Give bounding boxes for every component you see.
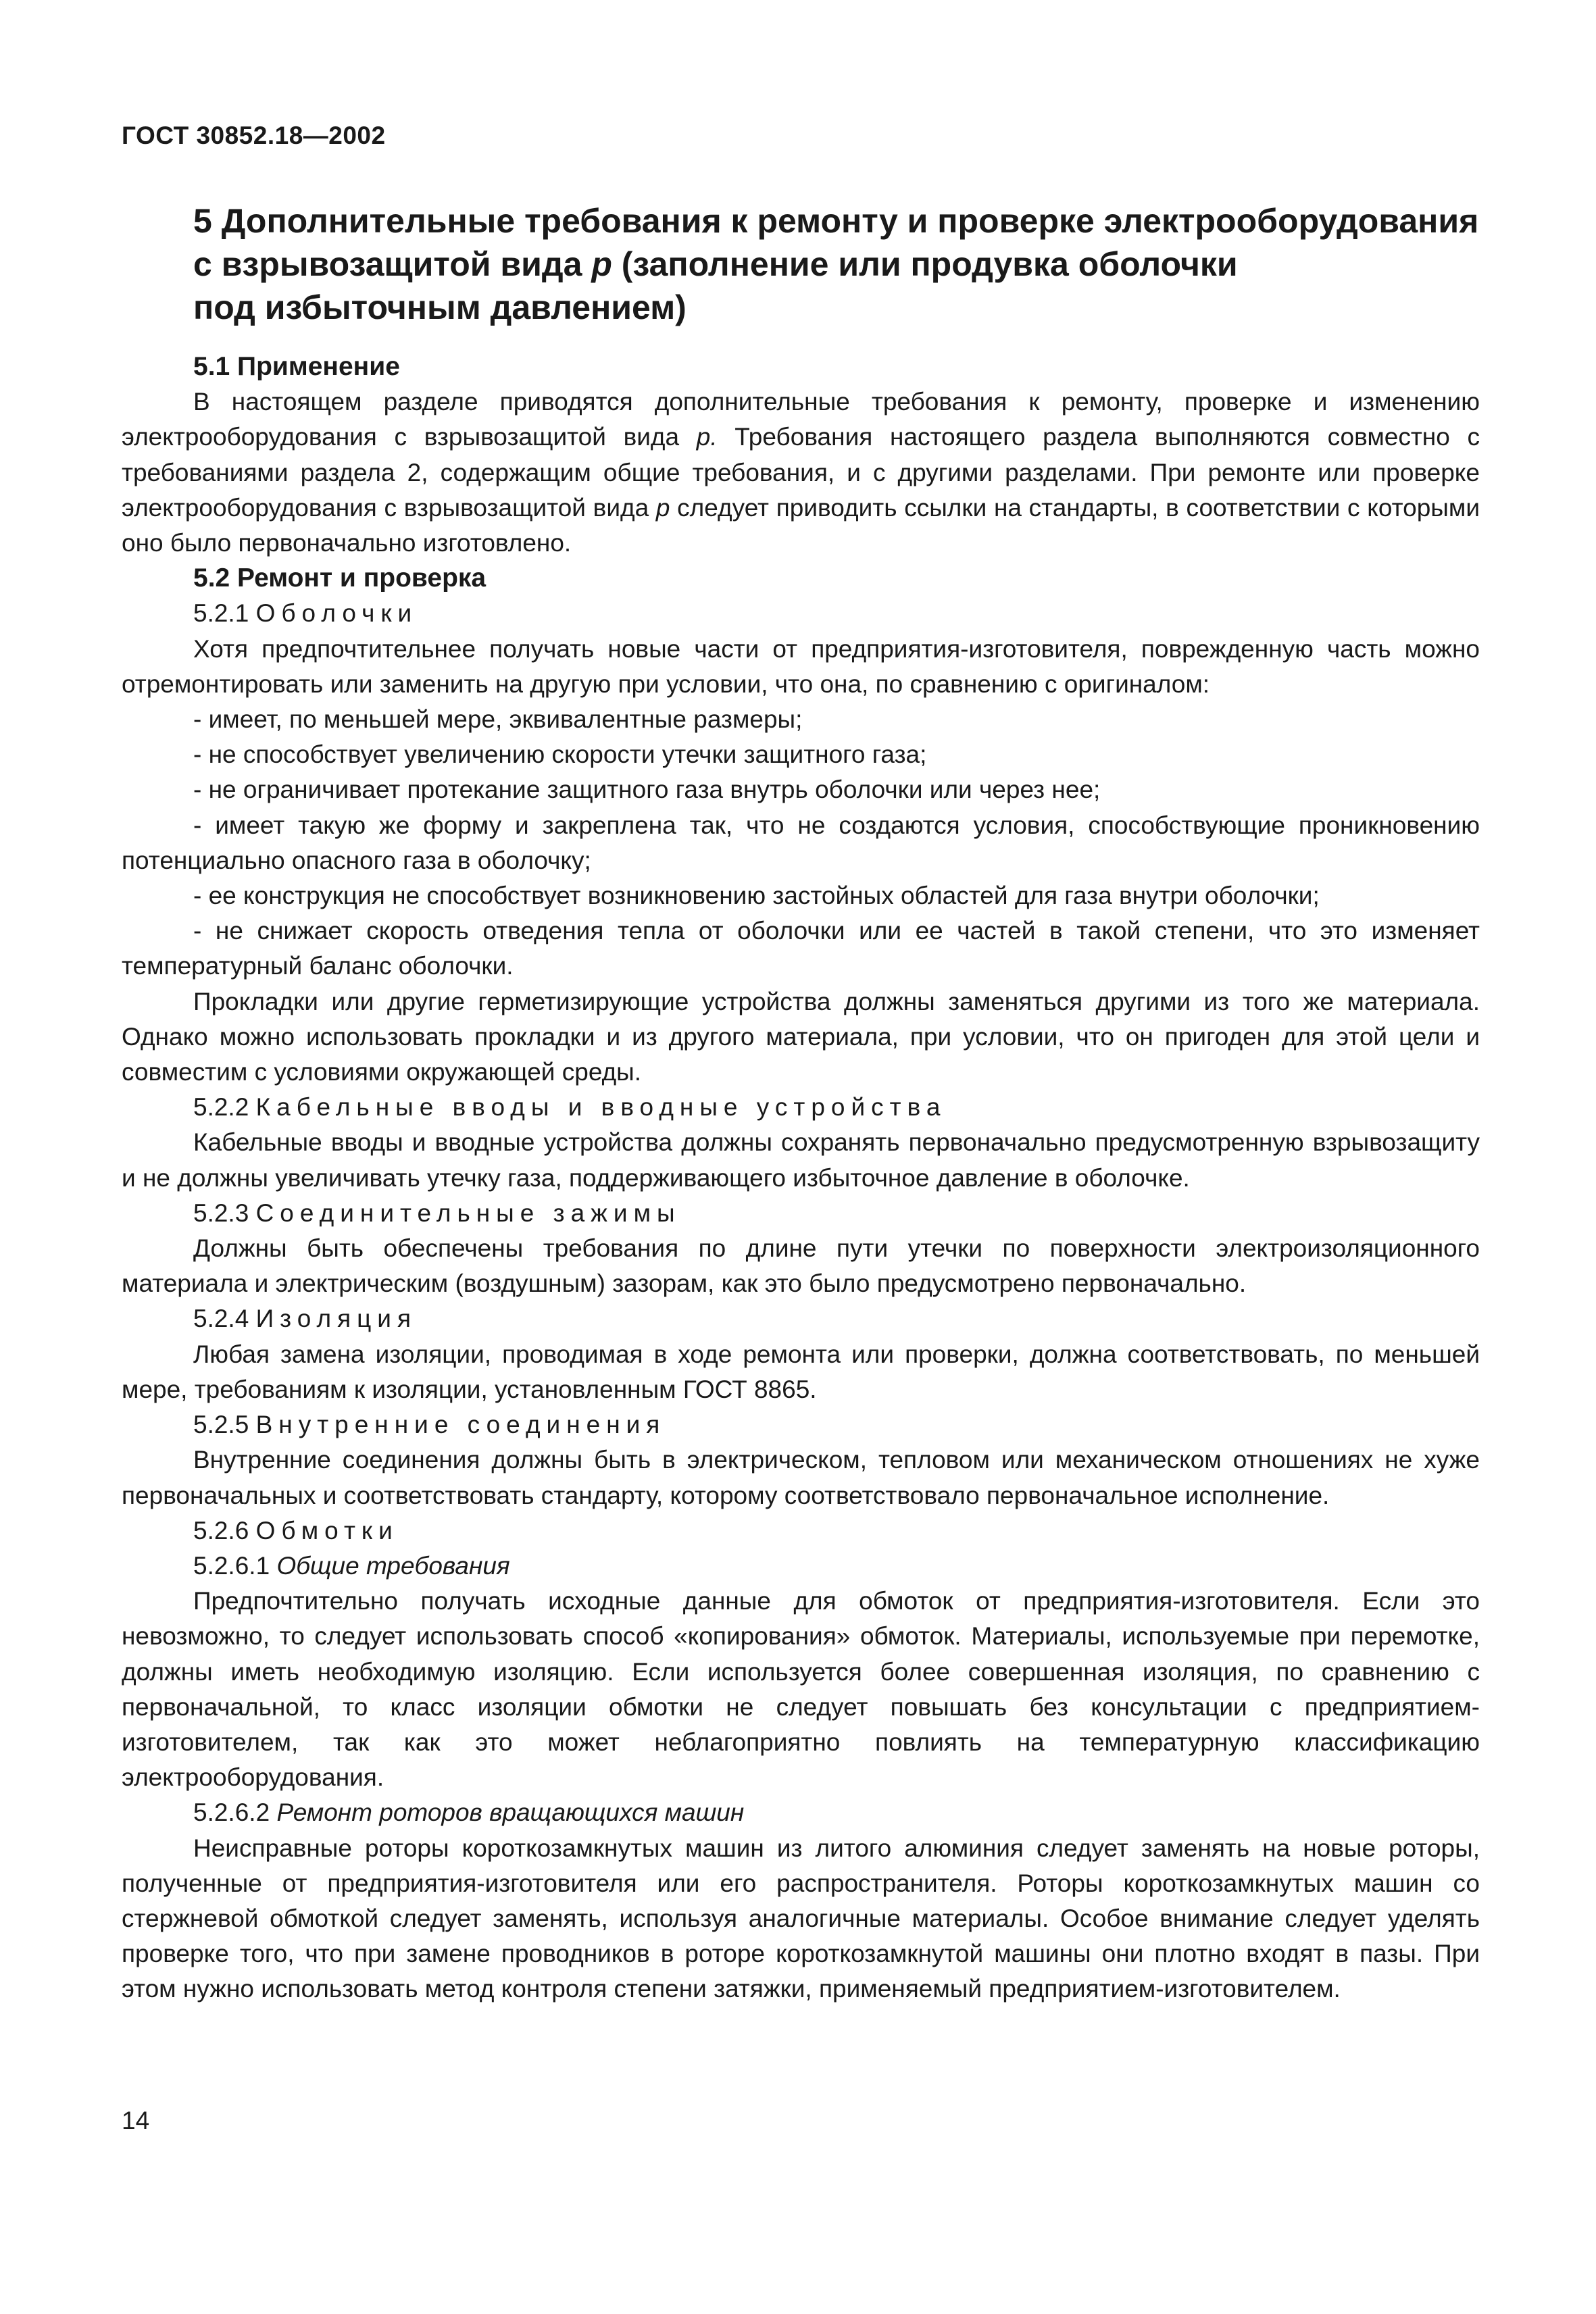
list-item: - имеет, по меньшей мере, эквивалентные размеры; [193, 705, 803, 734]
subheading-5-2-3: 5.2.3 Соединительные зажимы [193, 1199, 681, 1227]
subheading-5-2-6: 5.2.6 Обмотки [193, 1516, 399, 1544]
list-item: - ее конструкция не способствует возникновению застойных областей для газа внутри оболочки; [193, 882, 1320, 910]
list-item: - имеет такую же форму и закреплена так, что не создаются условия, способствующие проникновению потенциально опасного газа в оболочку; [122, 811, 1480, 874]
subheading-5-2-6-1: 5.2.6.1 Общие требования [193, 1551, 510, 1580]
title-line-2a: с взрывозащитой вида [193, 245, 592, 283]
page-number: 14 [122, 2107, 150, 2134]
subheading-5-2-5: 5.2.5 Внутренние соединения [193, 1411, 666, 1439]
subheading-5-2-1: 5.2.1 Оболочки [193, 599, 418, 628]
heading-5-2: 5.2 Ремонт и проверка [193, 563, 487, 593]
title-variable-p: р [591, 245, 612, 283]
title-line-2b: (заполнение или продувка оболочки [612, 245, 1238, 283]
paragraph-5-2-5: Внутренние соединения должны быть в электрическом, тепловом или механическом отношениях не хуже первоначальных и соответствовать стандарту, которому соответствовало первоначальное исполнение. [122, 1446, 1480, 1509]
heading-5-1: 5.1 Применение [193, 352, 400, 381]
list-item: - не ограничивает протекание защитного газа внутрь оболочки или через нее; [193, 776, 1101, 804]
paragraph-5-2-6-2: Неисправные роторы короткозамкнутых машин из литого алюминия следует заменять на новые роторы, полученные от предприятия-изготовителя или его распространителя. Роторы короткозамкнутых машин со стержневой обмоткой следует заменять, используя аналогичные материалы. Особое внимание следует уделять проверке того, что при замене проводников в роторе короткозамкнутой машины они плотно входят в пазы. При этом нужно использовать метод контроля степени затяжки, применяемый предприятием-изготовителем. [122, 1834, 1480, 2003]
subheading-5-2-4: 5.2.4 Изоляция [193, 1305, 418, 1333]
title-line-3: под избыточным давлением) [193, 288, 687, 326]
paragraph-gaskets: Прокладки или другие герметизирующие устройства должны заменяться другими из того же материала. Однако можно использовать прокладки и из другого материала, при условии, что он пригоден для этой цели и совместим с условиями окружающей среды. [122, 987, 1480, 1086]
paragraph-5-2-4: Любая замена изоляции, проводимая в ходе ремонта или проверки, должна соответствовать, по меньшей мере, требованиям к изоляции, установленным ГОСТ 8865. [122, 1340, 1480, 1403]
subheading-5-2-6-2: 5.2.6.2 Ремонт роторов вращающихся машин [193, 1799, 745, 1827]
paragraph-5-2-3: Должны быть обеспечены требования по длине пути утечки по поверхности электроизоляционного материала и электрическим (воздушным) зазорам, как это было предусмотрено первоначально. [122, 1234, 1480, 1298]
paragraph-5-2-2: Кабельные вводы и вводные устройства должны сохранять первоначально предусмотренную взрывозащиту и не должны увеличивать утечку газа, поддерживающего избыточное давление в оболочке. [122, 1128, 1480, 1192]
list-item: - не способствует увеличению скорости утечки защитного газа; [193, 740, 927, 769]
subheading-5-2-2: 5.2.2 Кабельные вводы и вводные устройства [193, 1093, 947, 1122]
paragraph-5-2-6-1: Предпочтительно получать исходные данные для обмоток от предприятия-изготовителя. Если это невозможно, то следует использовать способ «копирования» обмоток. Материалы, используемые при перемотке, должны иметь необходимую изоляцию. Если используется более совершенная изоляция, по сравнению с первоначальной, то класс изоляции обмотки не следует повышать без консультации с предприятием-изготовителем, так как это может неблагоприятно повлиять на температурную классификацию электрооборудования. [122, 1587, 1480, 1792]
paragraph-5-1: В настоящем разделе приводятся дополнительные требования к ремонту, проверке и изменению электрооборудования с взрывозащитой вида р. Требования настоящего раздела выполняются совместно с требованиями раздела 2, содержащим общие требования, и с другими разделами. При ремонте или проверке электрооборудования с взрывозащитой вида р следует приводить ссылки на стандарты, в соответствии с которыми оно было первоначально изготовлено. [122, 388, 1480, 557]
title-line-1: 5 Дополнительные требования к ремонту и проверке электрооборудования [193, 202, 1479, 240]
section-title [193, 199, 1480, 329]
page-content [122, 199, 1480, 2007]
list-item: - не снижает скорость отведения тепла от оболочки или ее частей в такой степени, что это изменяет температурный баланс оболочки. [122, 917, 1480, 980]
paragraph-5-2-1-intro: Хотя предпочтительнее получать новые части от предприятия-изготовителя, поврежденную часть можно отремонтировать или заменить на другую при условии, что она, по сравнению с оригиналом: [122, 634, 1480, 698]
standard-header: ГОСТ 30852.18—2002 [122, 122, 386, 149]
